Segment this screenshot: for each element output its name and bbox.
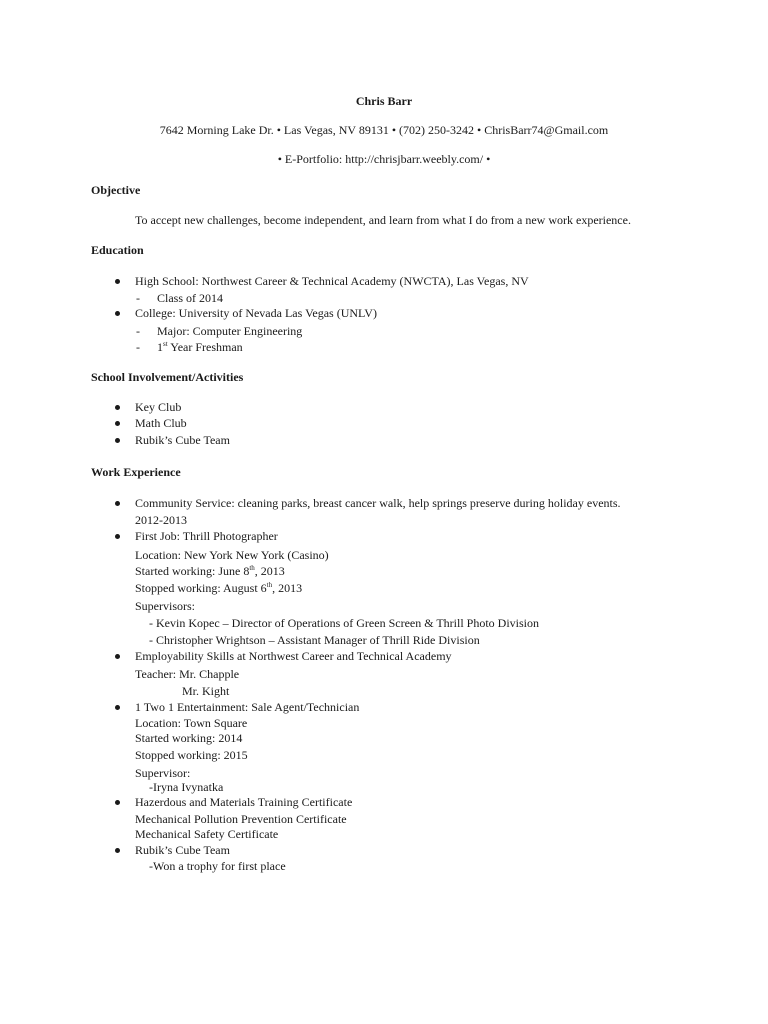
bullet-icon [115,421,120,426]
objective-heading: Objective [91,183,141,197]
bullet-icon [115,534,120,539]
education-heading: Education [91,243,144,257]
community-service-line: Community Service: cleaning parks, breast cancer walk, help springs preserve during holiday events. [135,496,621,510]
job2-stop: Stopped working: 2015 [135,748,248,762]
work-heading: Work Experience [91,465,181,479]
job2-supervisor: -Iryna Ivynatka [149,780,224,794]
activities-heading: School Involvement/Activities [91,370,244,384]
bullet-icon [115,405,120,410]
activity-item: Key Club [135,400,182,414]
portfolio-line: • E-Portfolio: http://chrisjbarr.weebly.com/ • [277,152,491,166]
college-major: Major: Computer Engineering [157,324,303,338]
certificate-line: Mechanical Pollution Prevention Certificate [135,812,347,826]
college-year: 1st Year Freshman [157,340,243,354]
bullet-icon [115,800,120,805]
bullet-icon [115,848,120,853]
certificate-line: Hazerdous and Materials Training Certificate [135,795,353,809]
job2-location: Location: Town Square [135,716,248,730]
teacher-line: Mr. Kight [182,684,230,698]
job1-supervisors-label: Supervisors: [135,599,195,613]
activity-item: Rubik’s Cube Team [135,433,230,447]
dash-marker: - [136,291,140,305]
resume-name: Chris Barr [355,94,413,108]
teacher-line: Teacher: Mr. Chapple [135,667,240,681]
activity-item: Math Club [135,416,187,430]
community-service-years: 2012-2013 [135,513,187,527]
contact-line: 7642 Morning Lake Dr. • Las Vegas, NV 89131 • (702) 250-3242 • ChrisBarr74@Gmail.com [159,123,609,137]
hs-class-year: Class of 2014 [157,291,223,305]
job2-title: 1 Two 1 Entertainment: Sale Agent/Technician [135,700,360,714]
certificate-line: Mechanical Safety Certificate [135,827,279,841]
dash-marker: - [136,324,140,338]
employability-line: Employability Skills at Northwest Career and Technical Academy [135,649,452,663]
job1-title: First Job: Thrill Photographer [135,529,278,543]
job1-supervisor: - Christopher Wrightson – Assistant Manager of Thrill Ride Division [149,633,480,647]
rubiks-line: Rubik’s Cube Team [135,843,230,857]
rubiks-note: -Won a trophy for first place [149,859,286,873]
bullet-icon [115,279,120,284]
bullet-icon [115,438,120,443]
job1-start: Started working: June 8th, 2013 [135,564,285,578]
objective-text: To accept new challenges, become independent, and learn from what I do from a new work experience. [135,213,631,227]
job1-supervisor: - Kevin Kopec – Director of Operations of Green Screen & Thrill Photo Division [149,616,540,630]
bullet-icon [115,705,120,710]
job2-start: Started working: 2014 [135,731,243,745]
high-school-line: High School: Northwest Career & Technical Academy (NWCTA), Las Vegas, NV [135,274,529,288]
dash-marker: - [136,340,140,354]
college-line: College: University of Nevada Las Vegas (UNLV) [135,306,377,320]
bullet-icon [115,654,120,659]
job2-supervisor-label: Supervisor: [135,766,191,780]
job1-stop: Stopped working: August 6th, 2013 [135,581,303,595]
bullet-icon [115,501,120,506]
bullet-icon [115,311,120,316]
job1-location: Location: New York New York (Casino) [135,548,329,562]
